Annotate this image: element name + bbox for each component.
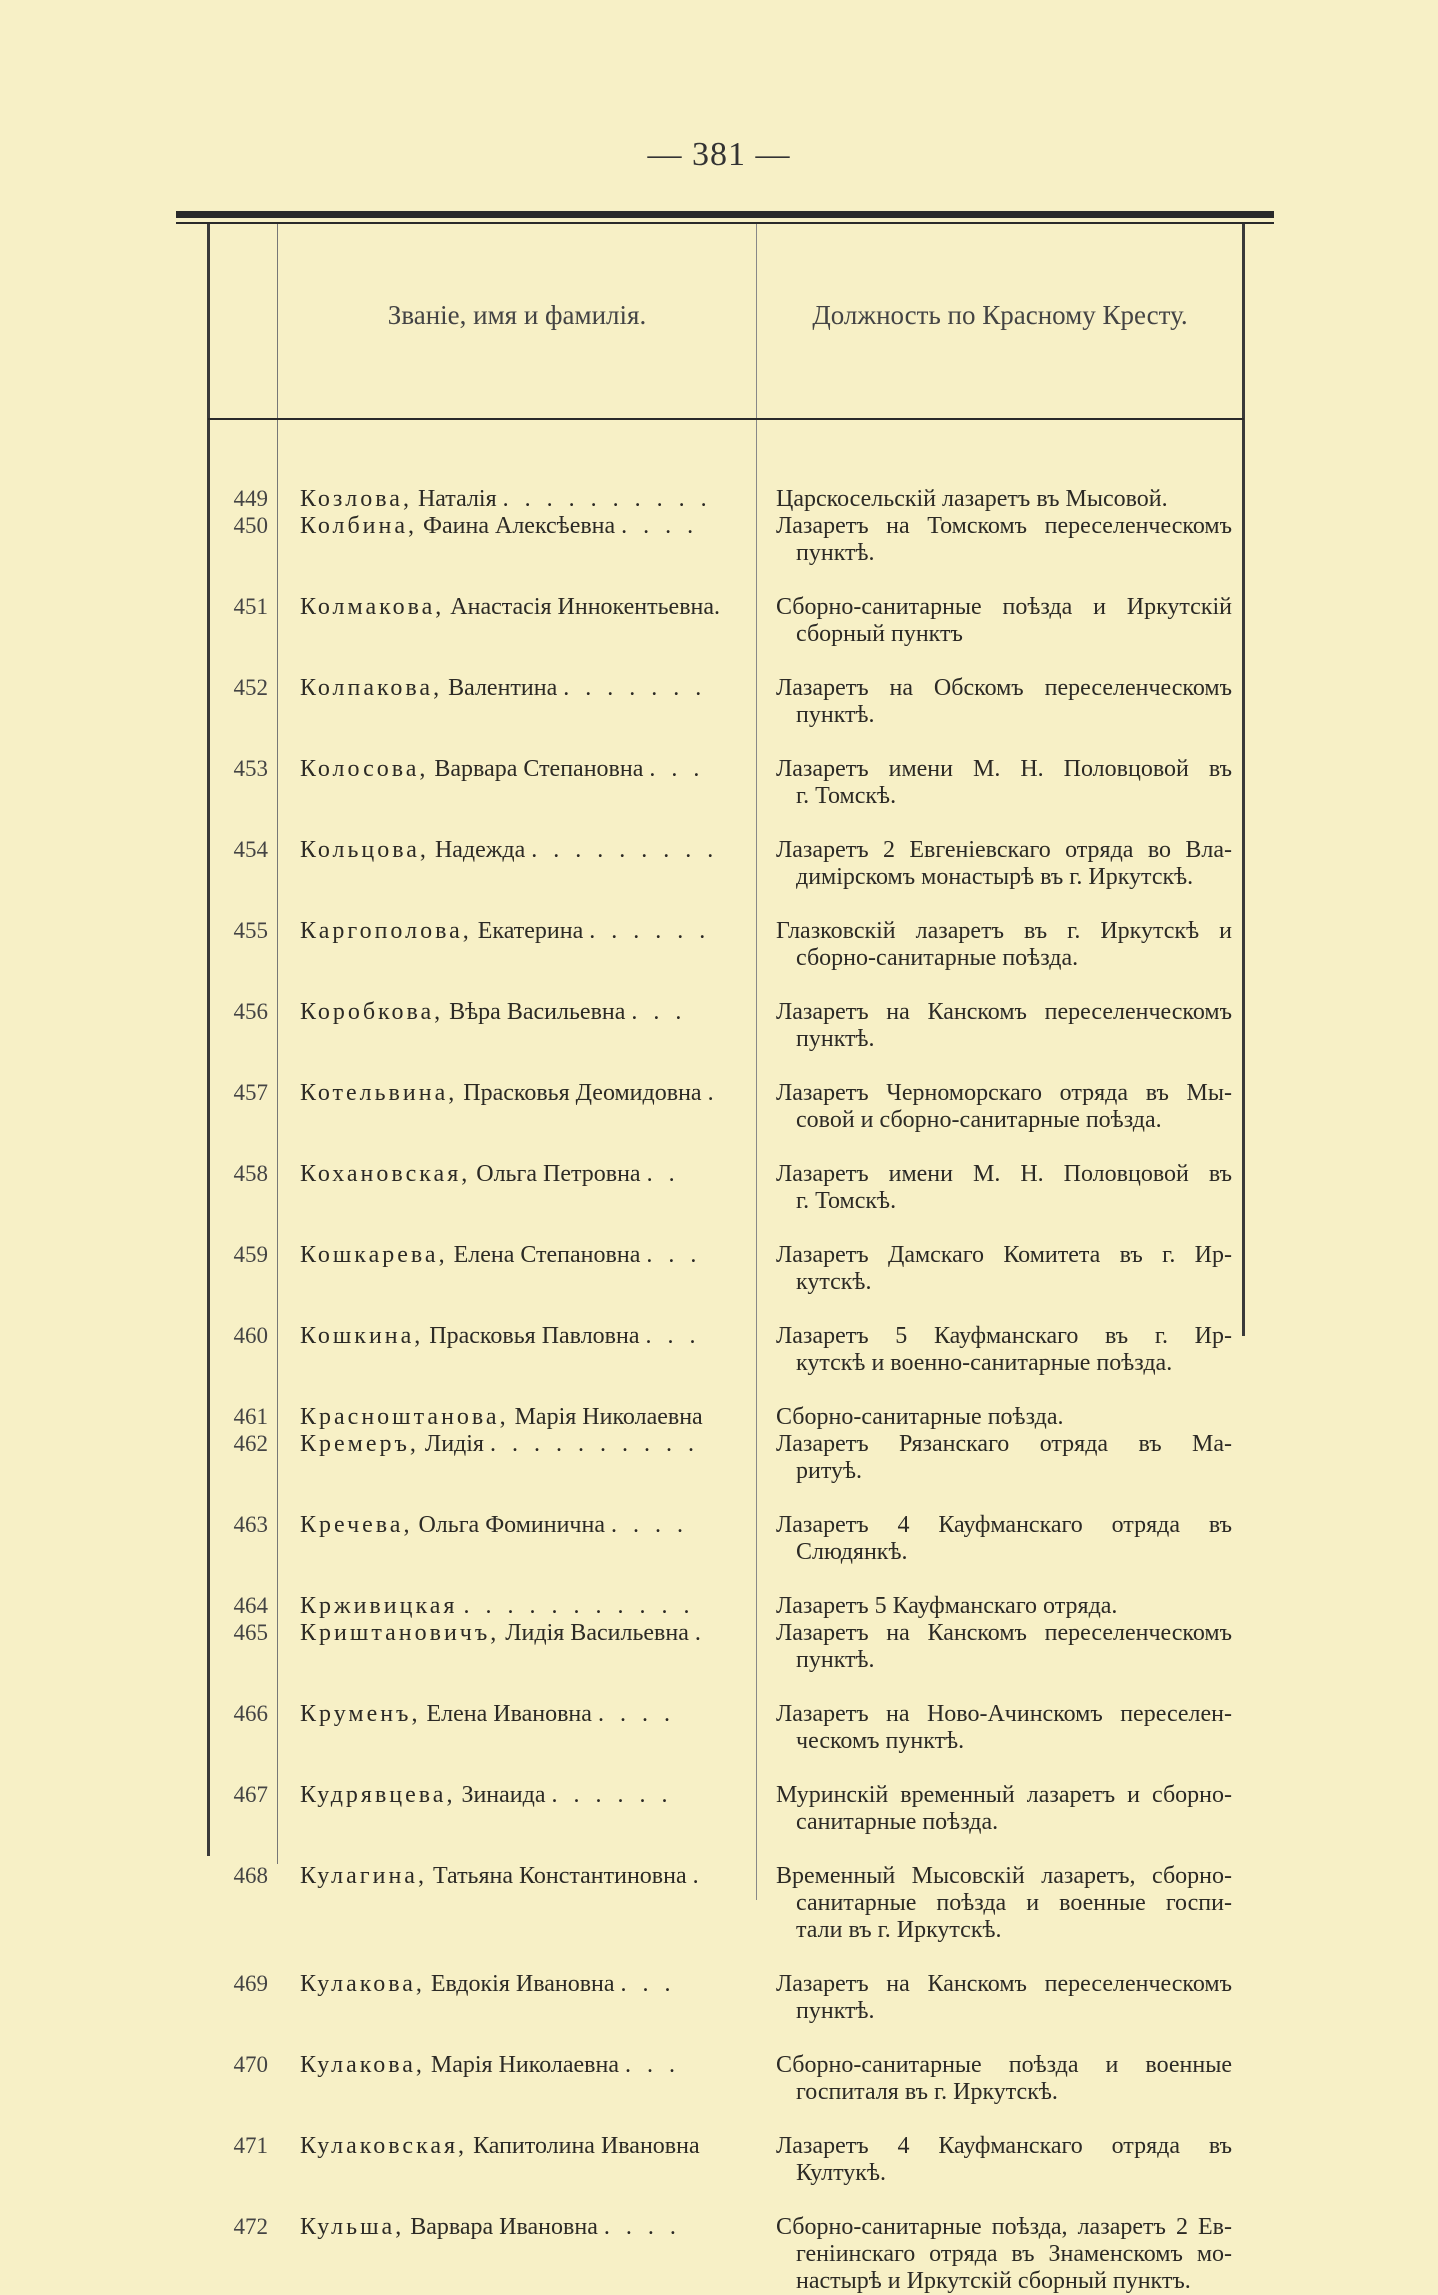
position-line: геніинскаго отряда въ Знаменскомъ мо- [796,2241,1232,2267]
entry-position [776,2214,1232,2295]
entry-surname: Кремеръ, [300,1431,419,1457]
position-line: Лазаретъ Рязанскаго отряда въ Ма- [776,1431,1232,1457]
entry-name [300,1080,748,1107]
position-line: Лазаретъ 5 Кауфманскаго отряда. [776,1593,1118,1619]
entry-given-name: Лидія [424,1431,484,1457]
position-line: димірскомъ монастырѣ въ г. Иркутскѣ. [796,864,1194,890]
entry-given-name: Татьяна Константиновна [432,1863,687,1889]
entry-surname: Кульша, [300,2214,405,2240]
entry-position [776,999,1232,1053]
position-line: Лазаретъ имени М. Н. Половцовой въ [776,756,1232,782]
position-line: настырѣ и Иркутскій сборный пунктъ. [796,2268,1191,2294]
entry-number: 471 [233,2133,268,2158]
entry-number: 451 [233,594,268,619]
position-line: кутскѣ и военно-санитарные поѣзда. [796,1350,1173,1376]
leader-dots: . . . . [603,2214,681,2240]
entry-position [776,675,1232,729]
leader-dots: . . . . [621,513,699,539]
entry-position [776,1782,1232,1836]
entry-given-name: Ольга Фоминична [418,1512,605,1538]
table-right-border [1242,224,1245,1336]
entry-number: 454 [233,837,268,862]
entry-surname: Кольцова, [300,837,429,863]
entry-number: 450 [233,513,268,538]
entry-number: 472 [233,2214,268,2239]
leader-dots: . . . . . . . [563,675,707,701]
entry-name [300,1701,748,1728]
entry-surname: Кудрявцева, [300,1782,456,1808]
position-line: Сборно-санитарные поѣзда и Иркутскій [776,594,1232,620]
entry-name [300,918,748,945]
entry-number: 467 [233,1782,268,1807]
entry-position [776,1404,1232,1431]
leader-dots: . . . . . . . . . [531,837,719,863]
entry-position [776,2133,1232,2187]
entry-position [776,1593,1232,1620]
entry-number: 466 [233,1701,268,1726]
leader-dots: . . . . [611,1512,688,1538]
header-bottom-rule [208,418,1244,420]
entry-name [300,1431,748,1458]
entry-name [300,513,748,540]
entry-name [300,1593,748,1620]
entry-given-name: Валентина [448,675,558,701]
entry-given-name: Прасковья Павловна [429,1323,640,1349]
position-line: пунктѣ. [796,702,875,728]
leader-dots: . . . [625,2052,680,2078]
leader-dots: . . . . [597,1701,675,1727]
entry-given-name: Марія Николаевна [514,1404,703,1430]
position-line: Лазаретъ на Канскомъ переселенческомъ [776,999,1232,1025]
leader-dots: . . . . . . . . . . [489,1431,699,1457]
top-rule-thick [176,211,1274,218]
entry-number: 452 [233,675,268,700]
position-line: Сборно-санитарные поѣзда, лазаретъ 2 Ев- [776,2214,1232,2240]
position-line: санитарные поѣзда и военные госпи- [796,1890,1232,1916]
entry-given-name: Елена Ивановна [426,1701,592,1727]
entry-number: 459 [233,1242,268,1267]
entry-position [776,1161,1232,1215]
position-line: Сборно-санитарные поѣзда и военные [776,2052,1232,2078]
entry-name [300,594,748,621]
entry-name [300,1782,748,1809]
entry-name [300,1620,748,1647]
position-line: Лазаретъ на Томскомъ переселенческомъ [776,513,1232,539]
entry-surname: Кошкарева, [300,1242,448,1268]
position-line: Лазаретъ Дамскаго Комитета въ г. Ир- [776,1242,1232,1268]
entry-position [776,756,1232,810]
entry-surname: Котельвина, [300,1080,458,1106]
position-line: сборно-санитарные поѣзда. [796,945,1079,971]
entry-given-name: Наталія [417,486,497,512]
entry-surname: Круменъ, [300,1701,421,1727]
entry-given-name: Прасковья Деомидовна [463,1080,702,1106]
position-line: Глазковскій лазаретъ въ г. Иркутскѣ и [776,918,1232,944]
entry-position [776,1971,1232,2025]
entry-number: 449 [233,486,268,511]
entry-name [300,1971,748,1998]
entry-name [300,1863,748,1890]
entry-position [776,1242,1232,1296]
entry-surname: Колмакова, [300,594,445,620]
position-line: кутскѣ. [796,1269,872,1295]
position-line: пунктѣ. [796,1026,875,1052]
position-line: Лазаретъ 4 Кауфманскаго отряда въ [776,2133,1232,2159]
entry-position [776,1323,1232,1377]
entry-position [776,1701,1232,1755]
position-line: Култукѣ. [796,2160,886,2186]
leader-dots: . . . . . . [589,918,711,944]
entry-name [300,999,748,1026]
entry-number: 462 [233,1431,268,1456]
position-line: госпиталя въ г. Иркутскѣ. [796,2079,1058,2105]
top-rule-thin [176,222,1274,224]
entry-name [300,1512,748,1539]
entry-position [776,1863,1232,1944]
entry-position [776,837,1232,891]
entry-surname: Кулаковская, [300,2133,468,2159]
entry-position [776,1080,1232,1134]
entry-given-name: Анастасія Иннокентьевна. [450,594,721,620]
position-line: Временный Мысовскій лазаретъ, сборно- [776,1863,1232,1889]
entry-surname: Крживицкая [300,1593,458,1619]
position-line: Царскосельскій лазаретъ въ Мысовой. [776,486,1168,512]
leader-dots: . . . [645,1323,701,1349]
entry-given-name: Елена Степановна [453,1242,641,1268]
entry-number: 458 [233,1161,268,1186]
entry-surname: Каргополова, [300,918,472,944]
entry-given-name: Екатерина [477,918,584,944]
number-column-divider [277,224,278,1864]
leader-dots: . [707,1080,719,1106]
entry-surname: Колпакова, [300,675,443,701]
entry-number: 453 [233,756,268,781]
leader-dots: . . . [649,756,705,782]
entry-surname: Коробкова, [300,999,444,1025]
entry-number: 461 [233,1404,268,1429]
entry-surname: Кулакова, [300,1971,425,1997]
position-line: Лазаретъ 4 Кауфманскаго отряда въ [776,1512,1232,1538]
entry-name [300,1404,748,1431]
entry-name [300,1161,748,1188]
entry-surname: Кулакова, [300,2052,425,2078]
position-line: сборный пунктъ [796,621,963,647]
position-line: Муринскій временный лазаретъ и сборно- [776,1782,1232,1808]
entry-position [776,1512,1232,1566]
entry-name [300,1242,748,1269]
entry-number: 460 [233,1323,268,1348]
leader-dots: . . [646,1161,680,1187]
entry-number: 470 [233,2052,268,2077]
entry-given-name: Надежда [434,837,526,863]
position-line: Лазаретъ 2 Евгеніевскаго отряда во Вла- [776,837,1232,863]
entry-name [300,675,748,702]
position-line: г. Томскѣ. [796,783,897,809]
entry-position [776,594,1232,648]
position-line: ритуѣ. [796,1458,863,1484]
position-line: Лазаретъ на Канскомъ переселенческомъ [776,1620,1232,1646]
leader-dots: . . . . . . . . . . . [463,1593,695,1619]
leader-dots: . . . [631,999,687,1025]
entry-given-name: Капитолина Ивановна [473,2133,700,2159]
entry-position [776,918,1232,972]
entry-number: 469 [233,1971,268,1996]
entry-position [776,1620,1232,1674]
entry-name [300,486,748,513]
entry-name [300,756,748,783]
entry-position [776,486,1232,513]
entry-number: 455 [233,918,268,943]
entry-number: 463 [233,1512,268,1537]
entry-surname: Криштановичъ, [300,1620,500,1646]
entry-surname: Колосова, [300,756,429,782]
entry-name [300,2052,748,2079]
position-line: Лазаретъ на Обскомъ переселенческомъ [776,675,1232,701]
name-column-divider [756,224,757,1900]
entry-surname: Козлова, [300,486,412,512]
position-line: Лазаретъ на Ново-Ачинскомъ переселен- [776,1701,1232,1727]
entry-number: 457 [233,1080,268,1105]
leader-dots: . . . . . . . . . . [502,486,712,512]
entry-given-name: Варвара Ивановна [410,2214,598,2240]
position-line: санитарные поѣзда. [796,1809,999,1835]
entry-surname: Кошкина, [300,1323,424,1349]
entry-given-name: Зинаида [461,1782,546,1808]
position-line: пунктѣ. [796,540,875,566]
header-name: Званіе, имя и фамилія. [387,300,647,330]
position-line: пунктѣ. [796,1998,875,2024]
leader-dots: . [694,1620,706,1646]
entry-position [776,2052,1232,2106]
header-position: Должность по Красному Кресту. [812,300,1188,330]
table-left-border [207,224,210,1856]
entry-name [300,2133,748,2160]
entry-number: 456 [233,999,268,1024]
page-number: — 381 — [647,136,791,173]
entry-given-name: Евдокія Ивановна [430,1971,615,1997]
entry-given-name: Лидія Васильевна [505,1620,689,1646]
position-line: совой и сборно-санитарные поѣзда. [796,1107,1162,1133]
position-line: ческомъ пунктѣ. [796,1728,965,1754]
entry-surname: Кохановская, [300,1161,471,1187]
entry-position [776,1431,1232,1485]
leader-dots: . . . . . . [551,1782,673,1808]
entry-number: 468 [233,1863,268,1888]
position-line: Лазаретъ Черноморскаго отряда въ Мы- [776,1080,1232,1106]
entry-surname: Колбина, [300,513,418,539]
position-line: Слюдянкѣ. [796,1539,908,1565]
entry-position [776,513,1232,567]
entry-given-name: Вѣра Васильевна [449,999,626,1025]
entry-surname: Кулагина, [300,1863,427,1889]
leader-dots: . . . [620,1971,676,1997]
entry-given-name: Варвара Степановна [434,756,644,782]
entry-given-name: Фаина Алексѣевна [423,513,616,539]
entry-number: 464 [233,1593,268,1618]
entry-name [300,837,748,864]
entry-surname: Кречева, [300,1512,413,1538]
entry-given-name: Ольга Петровна [476,1161,641,1187]
position-line: Лазаретъ имени М. Н. Половцовой въ [776,1161,1232,1187]
position-line: Лазаретъ на Канскомъ переселенческомъ [776,1971,1232,1997]
entry-given-name: Марія Николаевна [430,2052,619,2078]
entry-name [300,2214,748,2241]
position-line: Сборно-санитарные поѣзда. [776,1404,1064,1430]
position-line: г. Томскѣ. [796,1188,897,1214]
entry-number: 465 [233,1620,268,1645]
entry-name [300,1323,748,1350]
position-line: Лазаретъ 5 Кауфманскаго въ г. Ир- [776,1323,1232,1349]
entry-surname: Красноштанова, [300,1404,509,1430]
leader-dots: . [692,1863,704,1889]
position-line: пунктѣ. [796,1647,875,1673]
position-line: тали въ г. Иркутскѣ. [796,1917,1002,1943]
leader-dots: . . . [646,1242,702,1268]
